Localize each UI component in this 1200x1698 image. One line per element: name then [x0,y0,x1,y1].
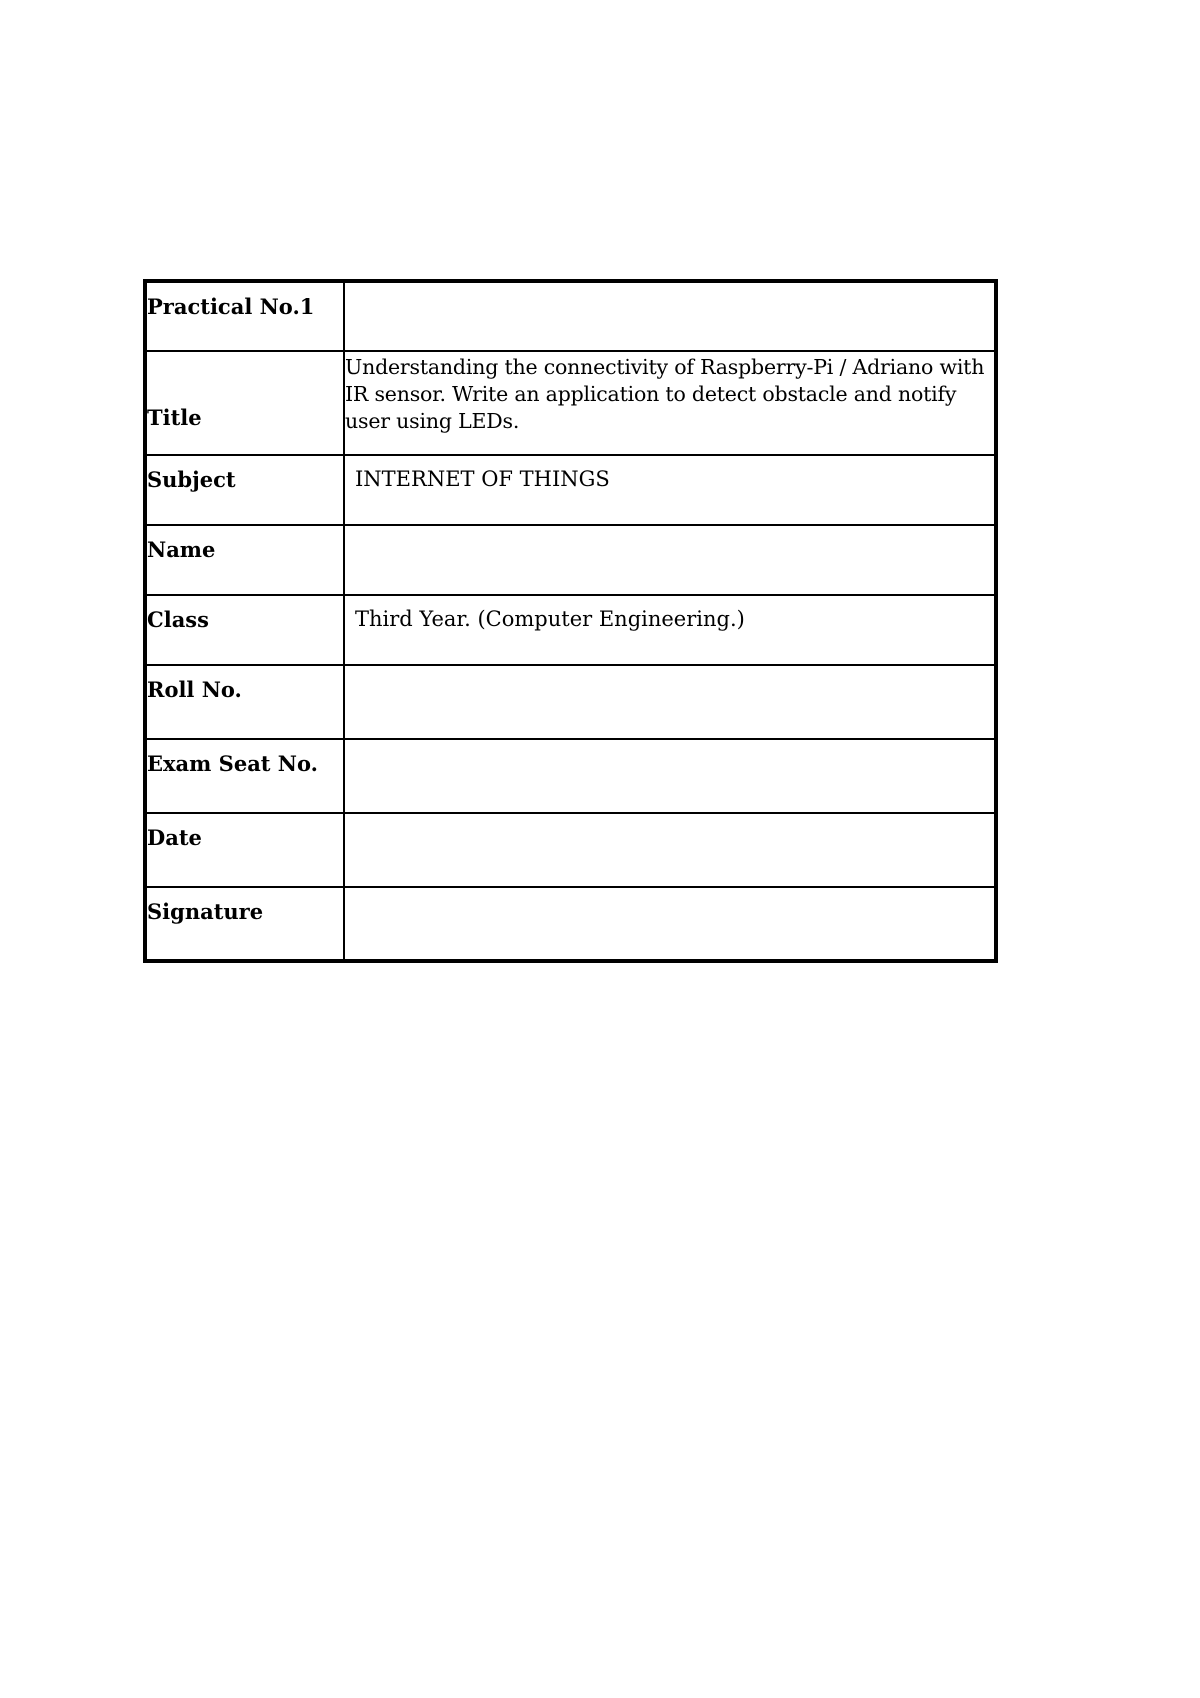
row-subject [145,455,996,525]
class-label: Class [145,595,344,665]
title-label: Title [145,351,344,455]
roll-no-value [344,665,996,739]
practical-no-label: Practical No.1 [145,281,344,351]
class-value: Third Year. (Computer Engineering.) [344,595,996,665]
row-date [145,813,996,887]
subject-label: Subject [145,455,344,525]
row-practical-no [145,281,996,351]
title-value: Understanding the connectivity of Raspberry-Pi / Adriano with IR sensor. Write an application to detect obstacle and notify user using LEDs. [344,351,996,455]
row-roll-no [145,665,996,739]
name-value [344,525,996,595]
date-label: Date [145,813,344,887]
name-label: Name [145,525,344,595]
row-name [145,525,996,595]
exam-seat-no-label: Exam Seat No. [145,739,344,813]
row-title [145,351,996,455]
row-signature [145,887,996,961]
signature-value [344,887,996,961]
row-exam-seat-no [145,739,996,813]
subject-value: INTERNET OF THINGS [344,455,996,525]
practical-no-value [344,281,996,351]
signature-label: Signature [145,887,344,961]
exam-seat-no-value [344,739,996,813]
row-class [145,595,996,665]
roll-no-label: Roll No. [145,665,344,739]
practical-details-table [143,279,998,963]
date-value [344,813,996,887]
